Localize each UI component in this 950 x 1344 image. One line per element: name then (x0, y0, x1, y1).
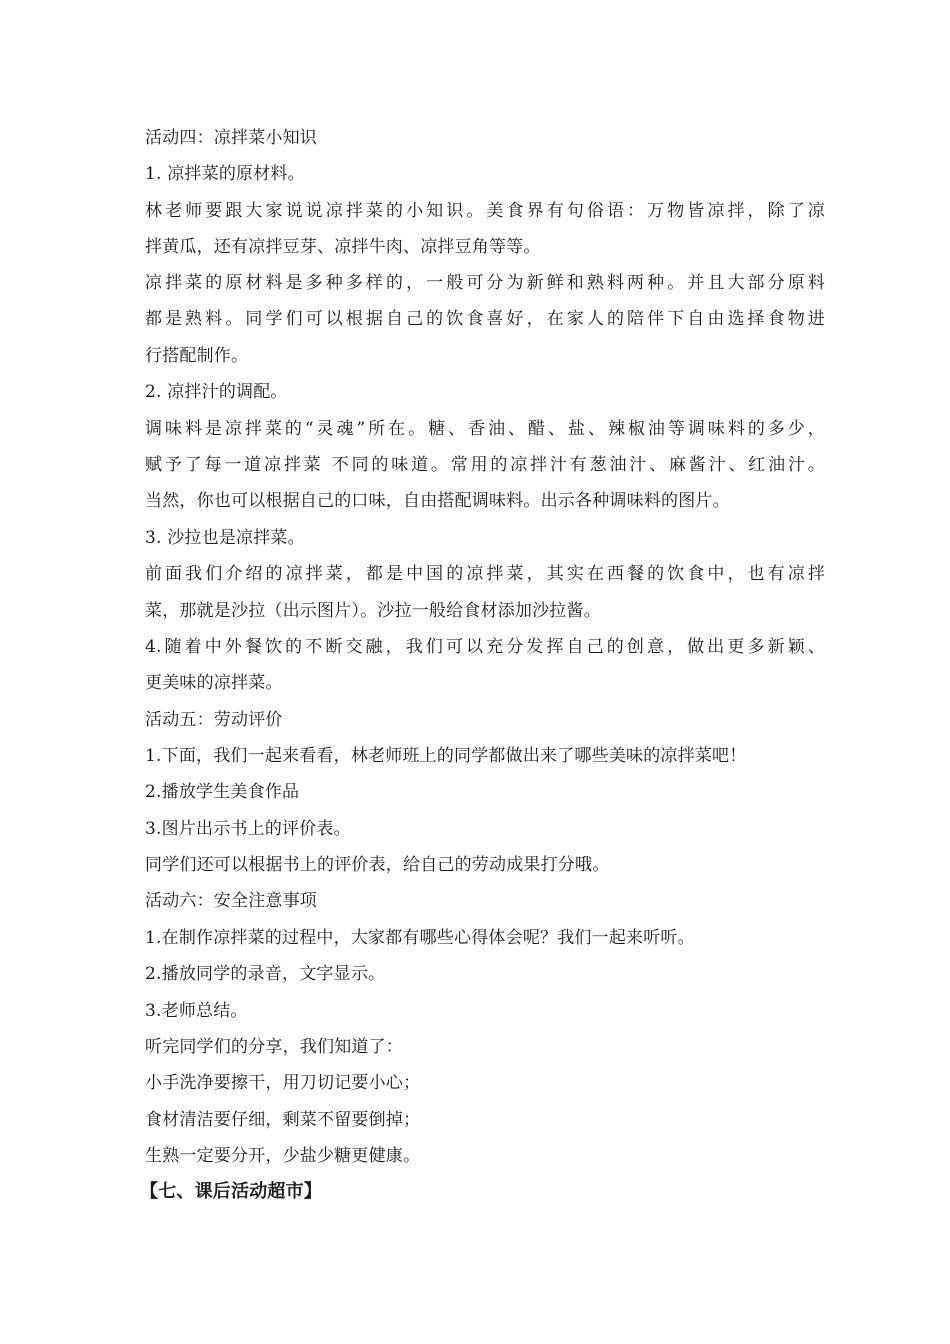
paragraph-line: 凉拌菜的原材料是多种多样的，一般可分为新鲜和熟料两种。并且大部分原料 (145, 273, 825, 293)
paragraph-line: 都是熟料。同学们可以根据自己的饮食喜好，在家人的陪伴下自由选择食物进 (145, 309, 825, 329)
rhyme-line: 食材清洁要仔细，剩菜不留要倒掉； (145, 1110, 421, 1130)
rhyme-line: 生熟一定要分开，少盐少糖更健康。 (145, 1146, 421, 1166)
paragraph-line: 1.在制作凉拌菜的过程中，大家都有哪些心得体会呢？我们一起来听听。 (145, 928, 695, 948)
paragraph-line: 菜，那就是沙拉（出示图片）。沙拉一般给食材添加沙拉酱。 (145, 601, 601, 621)
paragraph-line: 同学们还可以根据书上的评价表，给自己的劳动成果打分哦。 (145, 855, 610, 875)
point-2-dressing: 2. 凉拌汁的调配。 (145, 382, 288, 402)
paragraph-line: 3.图片出示书上的评价表。 (145, 819, 351, 839)
paragraph-line: 听完同学们的分享，我们知道了： (145, 1037, 403, 1057)
paragraph-line: 赋予了每一道凉拌菜 不同的味道。常用的凉拌汁有葱油汁、麻酱汁、红油汁。 (145, 455, 825, 475)
paragraph-line: 调味料是凉拌菜的“灵魂”所在。糖、香油、醋、盐、辣椒油等调味料的多少， (145, 419, 825, 439)
point-1-raw-materials: 1. 凉拌菜的原材料。 (145, 164, 305, 184)
activity-four-heading: 活动四：凉拌菜小知识 (145, 128, 317, 148)
paragraph-line: 当然，你也可以根据自己的口味，自由搭配调味料。出示各种调味料的图片。 (145, 491, 730, 511)
point-3-salad: 3. 沙拉也是凉拌菜。 (145, 528, 305, 548)
activity-five-heading: 活动五：劳动评价 (145, 710, 283, 730)
point-4-creativity: 4.随着中外餐饮的不断交融，我们可以充分发挥自己的创意，做出更多新颖、 (145, 637, 825, 657)
section-heading: 【七、课后活动超市】 (140, 1181, 322, 1202)
paragraph-line: 1.下面，我们一起来看看，林老师班上的同学都做出来了哪些美味的凉拌菜吧！ (145, 746, 747, 766)
activity-six-heading: 活动六：安全注意事项 (145, 891, 317, 911)
paragraph-line: 2.播放同学的录音，文字显示。 (145, 964, 386, 984)
paragraph-line: 林老师要跟大家说说凉拌菜的小知识。美食界有句俗语：万物皆凉拌，除了凉 (145, 201, 825, 221)
rhyme-line: 小手洗净要擦干，用刀切记要小心； (145, 1073, 421, 1093)
paragraph-line: 前面我们介绍的凉拌菜，都是中国的凉拌菜，其实在西餐的饮食中，也有凉拌 (145, 564, 825, 584)
paragraph-line: 2.播放学生美食作品 (145, 782, 300, 802)
paragraph-line: 行搭配制作。 (145, 346, 249, 366)
paragraph-line: 3.老师总结。 (145, 1001, 248, 1021)
paragraph-line: 拌黄瓜，还有凉拌豆芽、凉拌牛肉、凉拌豆角等等。 (145, 237, 541, 257)
paragraph-line: 更美味的凉拌菜。 (145, 673, 283, 693)
